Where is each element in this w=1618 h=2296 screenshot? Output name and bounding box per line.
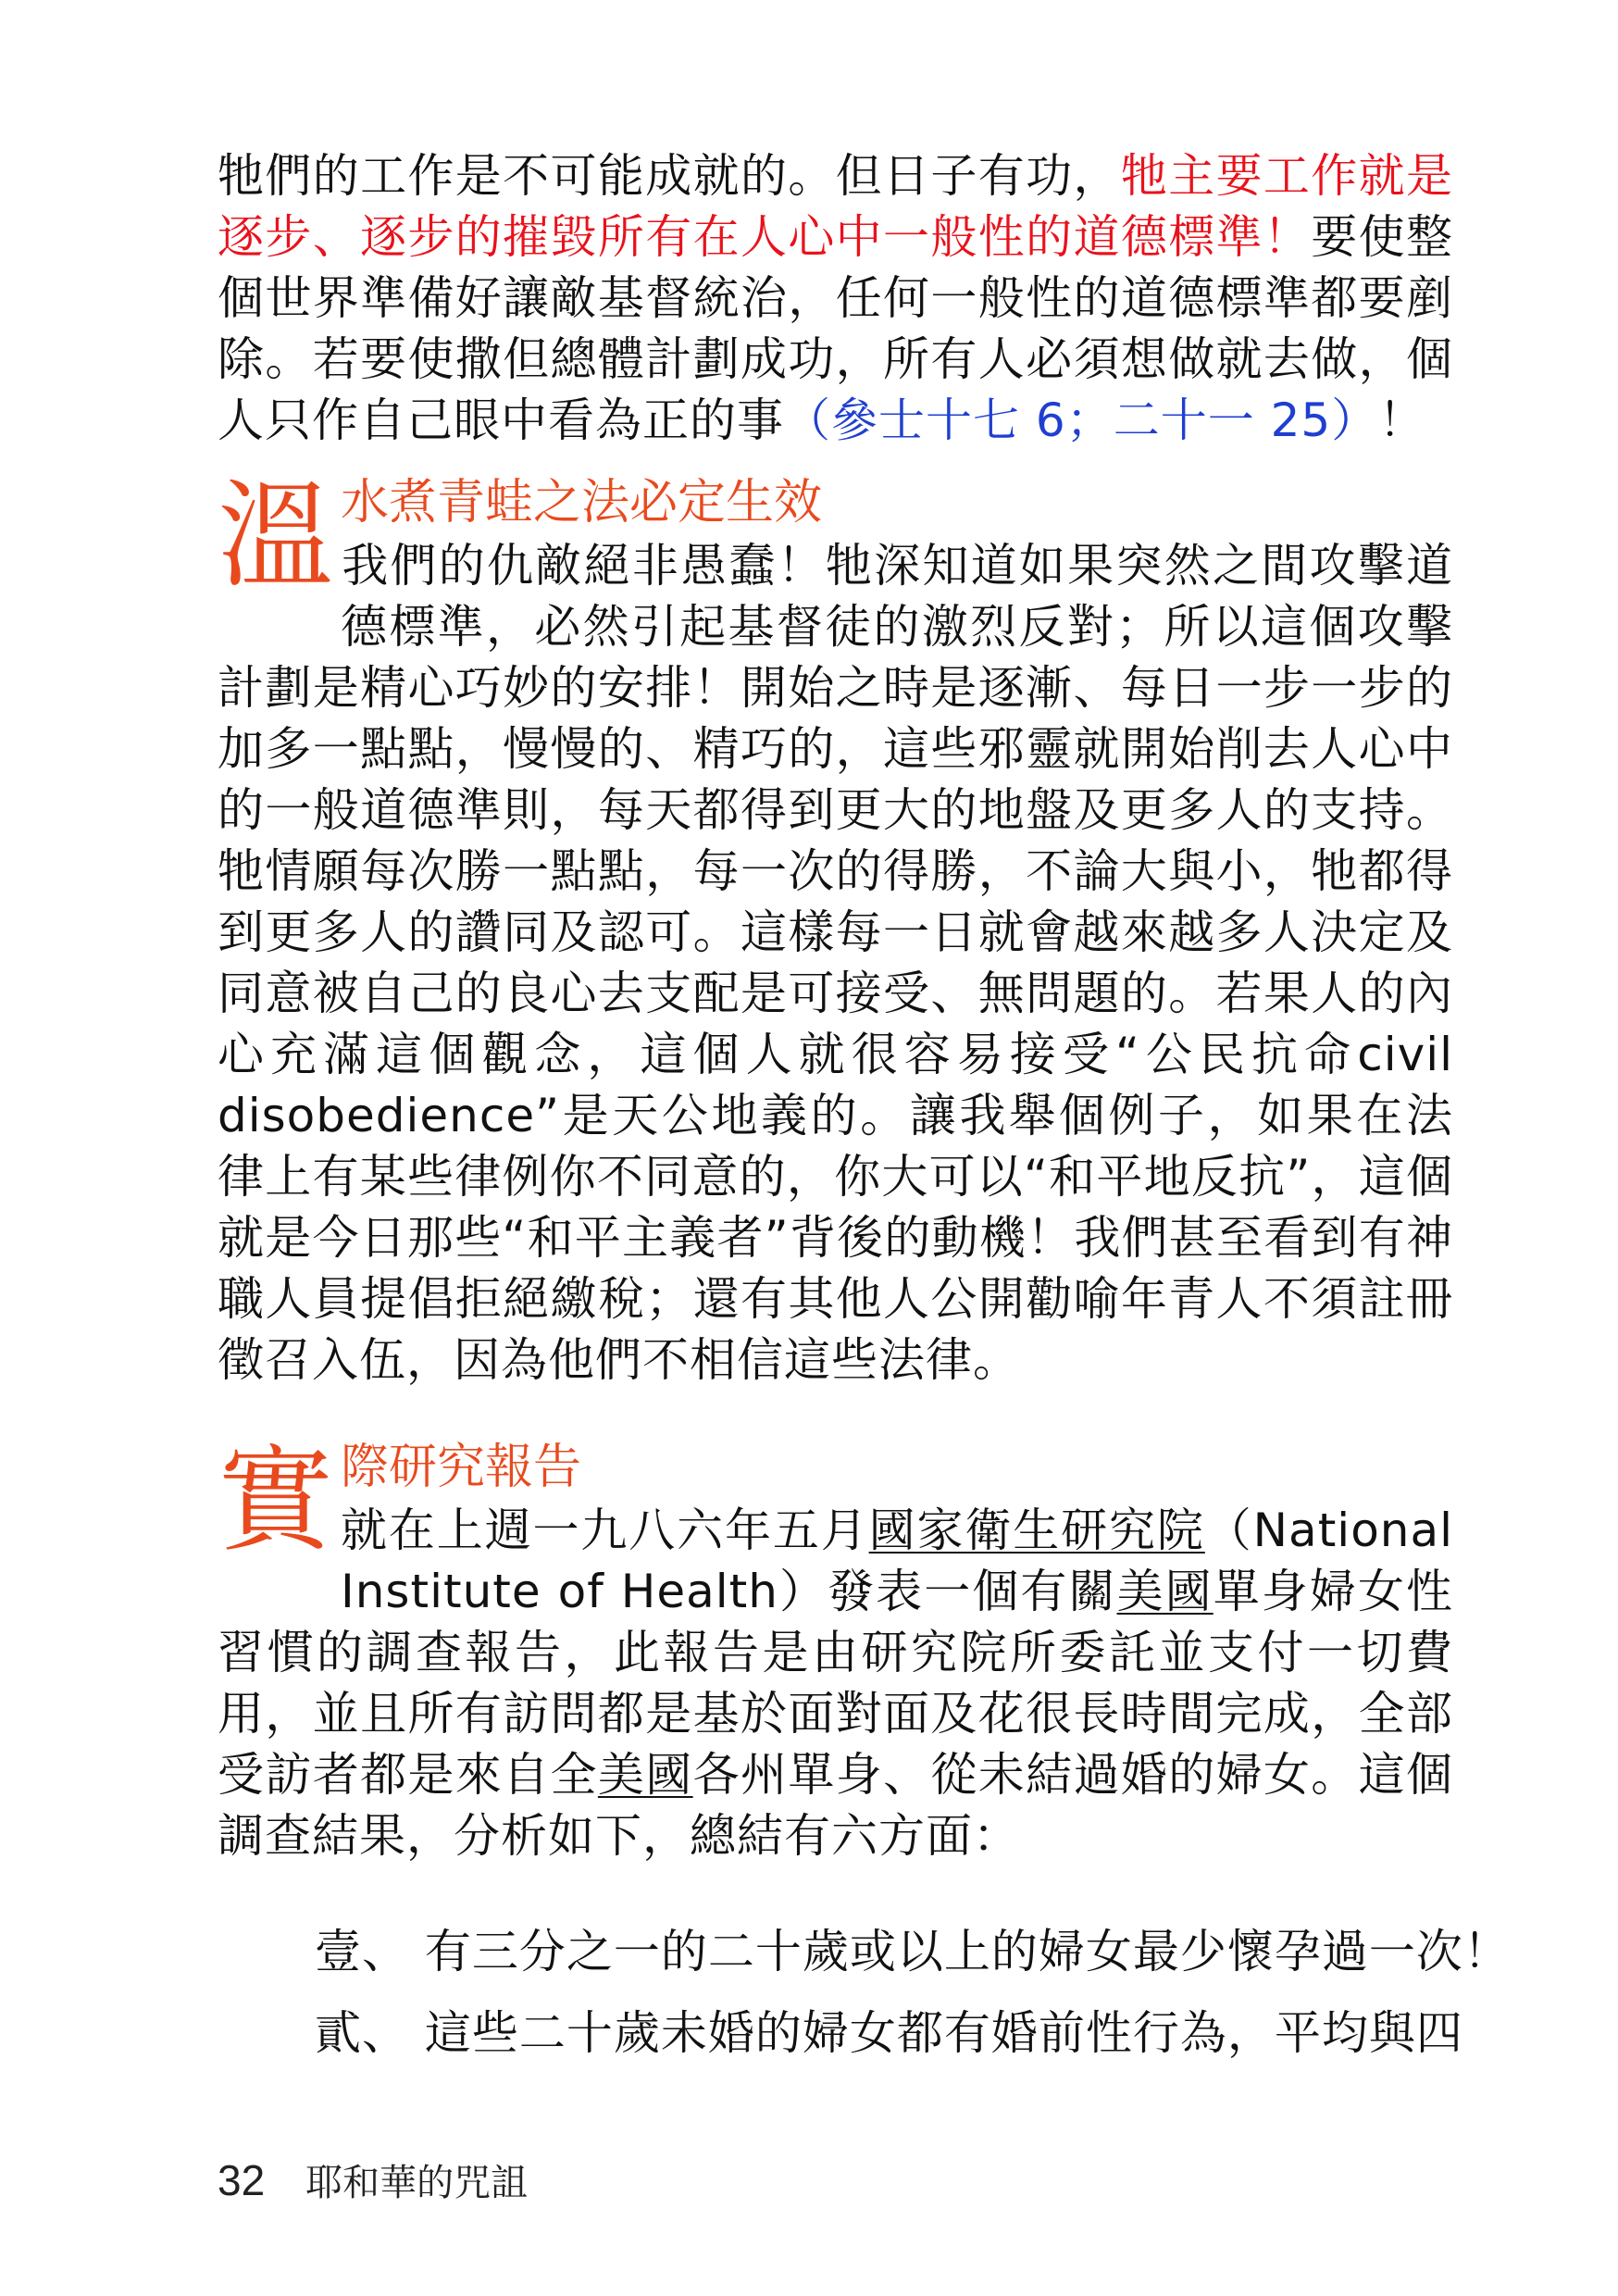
underlined-country-name: 美國 bbox=[597, 1748, 693, 1802]
section-research-report bbox=[218, 1434, 1454, 1866]
list-item: 壹、 有三分之一的二十歲或以上的婦女最少懷孕過一次！ bbox=[315, 1925, 1511, 1978]
paragraph-ending: ！ bbox=[1378, 393, 1426, 447]
paragraph-text-part1: 就在上週一九八六年五月 bbox=[341, 1504, 869, 1557]
page-footer bbox=[218, 2157, 528, 2206]
dropcap-character: 溫 bbox=[218, 469, 333, 604]
section-frog-boiling bbox=[218, 469, 1453, 1391]
section-heading: 際研究報告 bbox=[341, 1440, 582, 1495]
paragraph-text-part3: 單身婦女性習慣的調查報告，此報告是由研究院所委託並支付一切費用，並且所有訪問都是基於面對面及花很長時間完成，全部受訪者都是來自全 bbox=[218, 1565, 1454, 1802]
section-heading: 水煮青蛙之法必定生效 bbox=[341, 475, 823, 530]
paragraph-text-start: 牠們的工作是不可能成就的。但日子有功， bbox=[218, 149, 1121, 203]
paragraph-text-part4: 各州單身、從未結過婚的婦女。這個調查結果，分析如下，總結有六方面： bbox=[218, 1748, 1454, 1863]
section-paragraph-text: 我們的仇敵絕非愚蠢！牠深知道如果突然之間攻擊道德標準，必然引起基督徒的激烈反對；所以這個攻擊計劃是精心巧妙的安排！開始之時是逐漸、每日一步一步的加多一點點，慢慢的、精巧的，這些邪靈就開始削去人心中的一般道德準則，每天都得到更大的地盤及更多人的支持。牠情願每次勝一點點，每一次的得勝，不論大與小，牠都得到更多人的讚同及認可。這樣每一日就會越來越多人決定及同意被自己的良心去支配是可接受、無問題的。若果人的內心充滿這個觀念，這個人就很容易接受“公民抗命civil disobedience”是天公地義的。讓我舉個例子，如果在法律上有某些律例你不同意的，你大可以“和平地反抗”，這個就是今日那些“和平主義者”背後的動機！我們甚至看到有神職人員提倡拒絕繳稅；還有其他人公開勸喻年青人不須註冊徵召入伍，因為他們不相信這些法律。 bbox=[218, 539, 1453, 1387]
opening-paragraph bbox=[218, 145, 1453, 451]
paragraph-text-continued: 要使整個世界準備好讓敵基督統治，任何一般性的道德標準都要剷除。若要使撒但總體計劃成功，所有人必須想做就去做，個人只作自己眼中看為正的事 bbox=[218, 210, 1454, 447]
page-number: 32 bbox=[218, 2156, 266, 2204]
dropcap-character: 實 bbox=[218, 1434, 333, 1568]
underlined-country-name: 美國 bbox=[1116, 1565, 1214, 1618]
section-paragraph bbox=[218, 535, 1453, 1391]
paragraph-text-part2: （National Institute of Health）發表一個有關 bbox=[341, 1504, 1454, 1618]
book-title: 耶和華的咒詛 bbox=[305, 2162, 529, 2204]
emphasized-red-text: 牠主要工作就是逐步、逐步的摧毀所有在人心中一般性的道德標準！ bbox=[218, 149, 1454, 264]
findings-list bbox=[315, 1921, 1511, 2084]
underlined-institute-name: 國家衛生研究院 bbox=[868, 1504, 1205, 1557]
section-paragraph bbox=[218, 1500, 1453, 1866]
list-item: 貳、 這些二十歲未婚的婦女都有婚前性行為，平均與四 bbox=[315, 2006, 1463, 2060]
scripture-reference: （參士十七 6；二十一 25） bbox=[784, 393, 1379, 447]
